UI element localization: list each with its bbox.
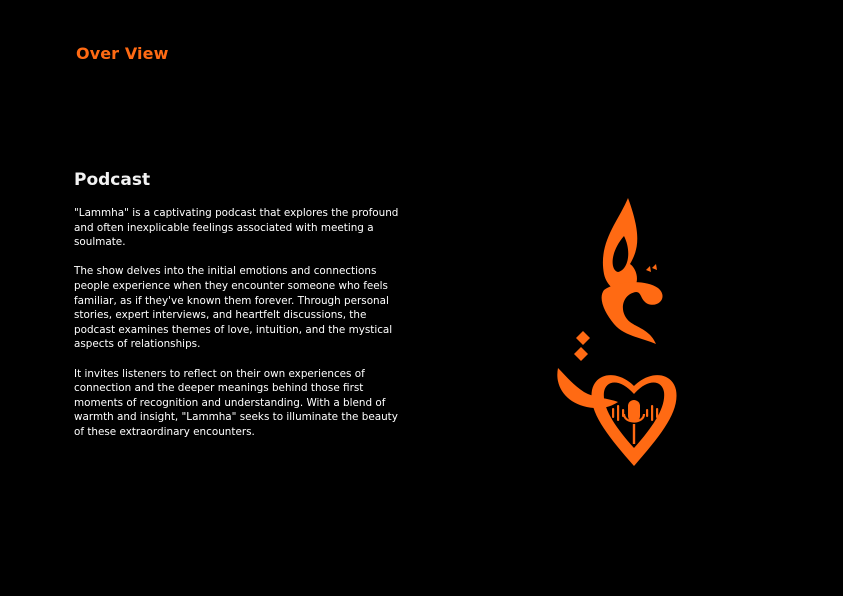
paragraph-invitation: It invites listeners to reflect on their own experiences of connection and the deeper meanings behind those first moments of recognition and understanding. With a blend of warmth and insight, "Lammha" seeks to illuminate the beauty of these extraordinary encounters. (74, 367, 398, 438)
section-heading: Podcast (74, 170, 151, 190)
calligraphy-heart-microphone-logo-icon (548, 192, 684, 470)
page-title: Over View (76, 44, 169, 63)
paragraph-intro: "Lammha" is a captivating podcast that explores the profound and often inexplicable feelings associated with meeting a soulmate. (74, 207, 399, 249)
paragraph-themes: The show delves into the initial emotions and connections people experience when they encounter someone who feels familiar, as if they've known them forever. Through personal stories, expert interviews, and heartfelt discussions, the podcast examines themes of love, intuition, and the mystical aspects of relationships. (74, 265, 393, 351)
description-body (74, 206, 410, 454)
